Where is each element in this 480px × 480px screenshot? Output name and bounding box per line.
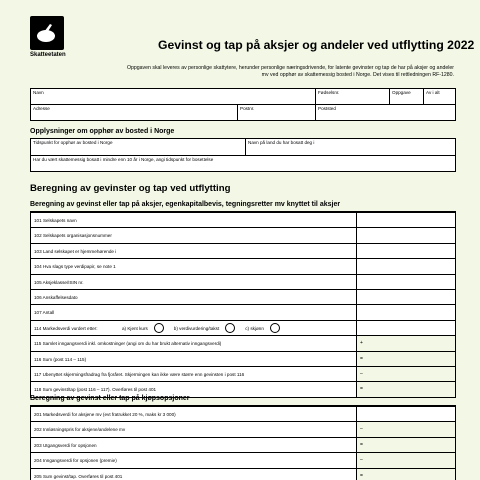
item-104[interactable] <box>30 259 456 274</box>
item-label: 107 Antall <box>30 305 356 319</box>
intro-text: Oppgaven skal leveres av personlige skattytere, herunder personlige næringsdrivende, for latente gevinster og tap de har på aksjer og andeler mv ved opphør av skattemessig bosted i Norge. Det vises til rettledningen RF-1280. <box>126 65 454 78</box>
poststed-field[interactable] <box>315 105 455 120</box>
bosted-heading: Opplysninger om opphør av bosted i Norge <box>30 128 175 135</box>
item-label: 106 Anskaffelsesdato <box>30 290 356 304</box>
option-label: c) skjønn <box>245 325 264 331</box>
item-114[interactable] <box>30 321 456 336</box>
item-202[interactable] <box>30 422 456 437</box>
item-label: 102 Selskapets organisasjonsnummer <box>30 228 356 242</box>
option-verdivurdering[interactable] <box>174 323 235 333</box>
item-value[interactable] <box>356 259 456 273</box>
main-heading: Beregning av gevinster og tap ved utflytting <box>30 183 231 194</box>
item-117[interactable] <box>30 367 456 382</box>
item-label: 205 Sum gevinst/tap. Overføres til post 401 <box>30 469 356 480</box>
item-101[interactable] <box>30 213 456 228</box>
item-value[interactable] <box>356 305 456 319</box>
item-value[interactable]: + <box>356 336 456 350</box>
option-kjent-kurs[interactable] <box>122 323 164 333</box>
fodselsnr-field[interactable] <box>315 89 389 104</box>
radio-verdivurdering[interactable] <box>225 323 235 333</box>
section1-heading: Beregning av gevinst eller tap på aksjer, egenkapitalbevis, tegningsretter mv knyttet til aksjer <box>30 201 341 208</box>
item-value[interactable] <box>356 407 456 421</box>
item-label: 101 Selskapets navn <box>30 213 356 227</box>
item-116[interactable] <box>30 352 456 367</box>
tidspunkt-field[interactable] <box>31 139 245 155</box>
bosted-grid <box>30 138 456 172</box>
item-label: 203 Utgangsverdi for opsjonen <box>30 438 356 452</box>
skatteetaten-logo <box>30 16 64 50</box>
land-field[interactable] <box>245 139 455 155</box>
item-value[interactable]: – <box>356 422 456 436</box>
item-value[interactable]: = <box>356 469 456 480</box>
item-value[interactable] <box>356 321 456 335</box>
item-value[interactable]: – <box>356 367 456 381</box>
item-label: 104 Hva slags type verdipapir, se note 1 <box>30 259 356 273</box>
item-value[interactable]: – <box>356 453 456 467</box>
poststed-label: Poststed <box>318 106 336 111</box>
item-value[interactable] <box>356 275 456 289</box>
section2-heading: Beregning av gevinst eller tap på kjøpsopsjoner <box>30 395 190 402</box>
item-label: 103 Land selskapet er hjemmehørende i <box>30 244 356 258</box>
item-204[interactable] <box>30 453 456 468</box>
logo-text: Skatteetaten <box>30 52 66 58</box>
land-label: Navn på land du har bosatt deg i <box>248 140 315 145</box>
postnr-field[interactable] <box>237 105 315 120</box>
item-value[interactable]: = <box>356 438 456 452</box>
radio-kjent-kurs[interactable] <box>154 323 164 333</box>
item-102[interactable] <box>30 228 456 243</box>
valuation-options <box>122 321 290 336</box>
option-label: a) Kjent kurs <box>122 325 148 331</box>
option-skjonn[interactable] <box>245 323 280 333</box>
item-label: 116 Sum (post 114 – 115) <box>30 352 356 366</box>
adresse-label: Adresse <box>33 106 50 111</box>
item-label: 202 Innløsningspris for aksjene/andelene mv <box>30 422 356 436</box>
item-label: 117 Ubenyttet skjermingsfradrag fra fjoråret. Skjermingen kan ikke være større enn gevinsten i post 116 <box>30 367 356 381</box>
item-value[interactable] <box>356 228 456 242</box>
item-label: 201 Markedsverdi for aksjene mv (evt fratrukket 20 %, maks kr 3 000) <box>30 407 356 421</box>
personal-info-grid <box>30 88 456 121</box>
postnr-label: Postnr. <box>240 106 255 111</box>
item-label: 204 Inngangsverdi for opsjonen (premie) <box>30 453 356 467</box>
av-i-alt-field[interactable] <box>423 89 455 104</box>
item-value[interactable] <box>356 290 456 304</box>
oppgave-field[interactable] <box>389 89 423 104</box>
item-107[interactable] <box>30 305 456 320</box>
vaert-label: Har du vært skattemessig bosatt i mindre enn 10 år i Norge, angi tidspunkt for bosettelse <box>33 157 214 162</box>
section1-items <box>30 211 456 398</box>
vaert-field[interactable] <box>31 156 455 171</box>
item-205[interactable] <box>30 469 456 480</box>
item-106[interactable] <box>30 290 456 305</box>
item-103[interactable] <box>30 244 456 259</box>
page-title: Gevinst og tap på aksjer og andeler ved utflytting 2022 <box>158 38 475 52</box>
adresse-field[interactable] <box>31 105 237 120</box>
item-105[interactable] <box>30 275 456 290</box>
item-203[interactable] <box>30 438 456 453</box>
item-label: 105 Aksjeklasse/ISIN nr. <box>30 275 356 289</box>
navn-label: Navn <box>33 90 44 95</box>
section2-items <box>30 405 456 480</box>
item-115[interactable] <box>30 336 456 351</box>
item-114-label: 114 Markedsverdi vurdert etter: <box>34 325 98 331</box>
option-label: b) verdivurdering/takst <box>173 325 220 331</box>
item-value[interactable]: = <box>356 352 456 366</box>
item-label: 115 Samlet inngangsverdi inkl. omkostninger (angi om du har brukt alternativ inngangsverdi) <box>30 336 356 350</box>
navn-field[interactable] <box>31 89 315 104</box>
item-201[interactable] <box>30 407 456 422</box>
item-value[interactable] <box>356 244 456 258</box>
radio-skjonn[interactable] <box>270 323 280 333</box>
tidspunkt-label: Tidspunkt for opphør av bosted i Norge <box>33 140 113 145</box>
fodselsnr-label: Fødselsnr. <box>318 90 340 95</box>
item-label: 118 Sum gevinst/tap (post 116 – 117). Overføres til post 401 <box>30 382 356 396</box>
item-value[interactable] <box>356 213 456 227</box>
item-value[interactable]: = <box>356 382 456 396</box>
av-i-alt-label: Av i alt <box>426 90 440 95</box>
oppgave-label: Oppgave <box>392 90 411 95</box>
